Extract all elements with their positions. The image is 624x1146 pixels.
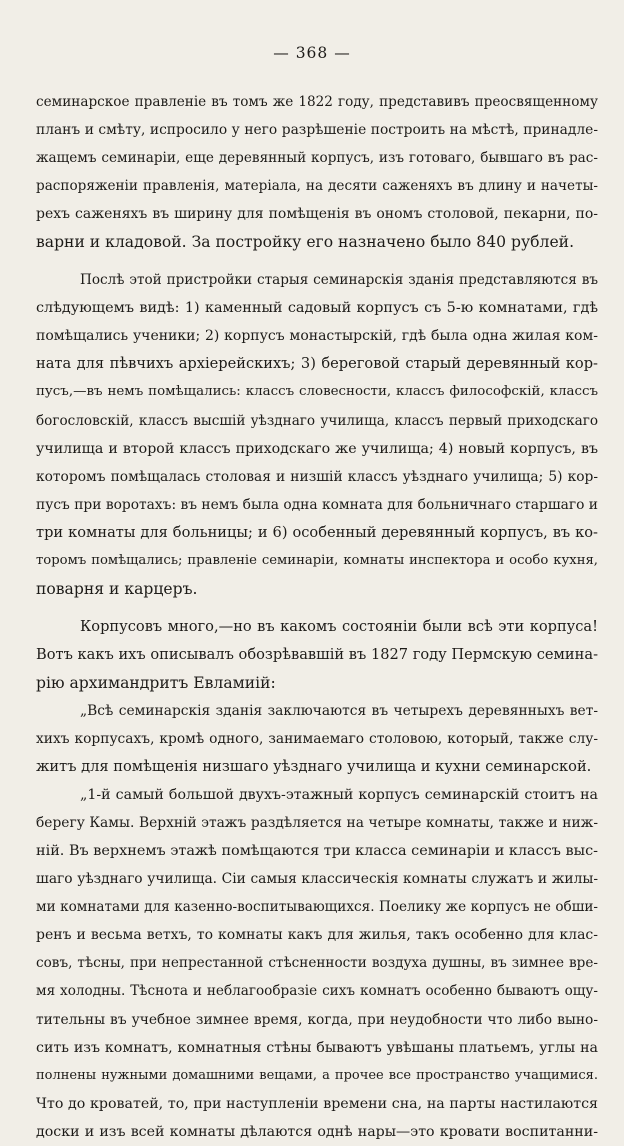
- text-line: Послѣ этой пристройки старыя семинарскія зданія представляются въ: [80, 272, 598, 289]
- text-line: мя холодны. Тѣснота и неблагообразіе сихъ комнатъ особенно бываютъ ощу-: [36, 983, 598, 1000]
- paragraph: [36, 266, 598, 603]
- quote-paragraph: [36, 697, 598, 781]
- text-line: училища и второй классъ приходскаго же училища; 4) новый корпусъ, въ: [36, 440, 598, 457]
- text-line: хихъ корпусахъ, кромѣ одного, занимаемаго столовою, который, также слу-: [36, 731, 598, 748]
- text-line: полнены нужными домашними вещами, а прочее все пространство учащимися.: [36, 1067, 598, 1083]
- text-line: тительны въ учебное зимнее время, когда, при неудобности что либо выно-: [36, 1011, 598, 1028]
- paragraph: [36, 88, 598, 256]
- text-line: помѣщались ученики; 2) корпусъ монастырскій, гдѣ была одна жилая ком-: [36, 328, 598, 345]
- text-line: торомъ помѣщались; правленіе семинаріи, комнаты инспектора и особо кухня,: [36, 552, 598, 568]
- text-line: варни и кладовой. За постройку его назначено было 840 рублей.: [36, 233, 575, 252]
- text-line: богословскій, классъ высшій уѣзднаго училища, классъ первый приходскаго: [36, 412, 598, 429]
- text-line: ми комнатами для казенно-воспитывающихся. Поелику же корпусъ не обши-: [36, 899, 598, 916]
- text-line: планъ и смѣту, испросило у него разрѣшеніе построить на мѣстѣ, принадле-: [36, 122, 598, 139]
- page-text: [36, 88, 598, 1146]
- text-line: житъ для помѣщенія низшаго уѣзднаго училища и кухни семинарской.: [36, 758, 592, 776]
- text-line: Вотъ какъ ихъ описывалъ обозрѣвавшій въ 1827 году Пермскую семина-: [36, 645, 598, 663]
- text-line: доски и изъ всей комнаты дѣлаются однѣ нары—это кровати воспитанни-: [36, 1123, 598, 1140]
- quote-paragraph: [36, 781, 598, 1146]
- text-line: ренъ и весьма ветхъ, то комнаты какъ для жилья, такъ особенно для клас-: [36, 927, 598, 944]
- text-line: пусъ,—въ немъ помѣщались: классъ словесности, классъ философскій, классъ: [36, 384, 598, 400]
- text-line: „Всѣ семинарскія зданія заключаются въ четырехъ деревянныхъ вет-: [80, 702, 598, 719]
- text-line: сить изъ комнатъ, комнатныя стѣны бываютъ увѣшаны платьемъ, углы на: [36, 1039, 598, 1056]
- text-line: ній. Въ верхнемъ этажѣ помѣщаются три класса семинаріи и классъ выс-: [36, 843, 598, 860]
- text-line: жащемъ семинаріи, еще деревянный корпусъ, изъ готоваго, бывшаго въ рас-: [36, 150, 598, 167]
- text-line: рію архимандритъ Евламиій:: [36, 673, 276, 692]
- text-line: шаго уѣзднаго училища. Сіи самыя классическія комнаты служатъ и жилы-: [36, 871, 598, 888]
- text-line: ната для пѣвчихъ архіерейскихъ; 3) береговой старый деревянный кор-: [36, 355, 598, 373]
- page-number: — 368 —: [273, 44, 351, 62]
- text-line: распоряженіи правленія, матеріала, на десяти саженяхъ въ длину и начеты-: [36, 178, 598, 195]
- text-line: поварня и карцеръ.: [36, 579, 198, 598]
- text-line: слѣдующемъ видѣ: 1) каменный садовый корпусъ съ 5-ю комнатами, гдѣ: [36, 300, 598, 317]
- text-line: рехъ саженяхъ въ ширину для помѣщенія въ ономъ столовой, пекарни, по-: [36, 206, 598, 223]
- text-line: Что до кроватей, то, при наступленіи времени сна, на парты настилаются: [36, 1095, 598, 1112]
- text-line: „1-й самый большой двухъ-этажный корпусъ семинарскій стоитъ на: [80, 787, 598, 804]
- text-line: три комнаты для больницы; и 6) особенный деревянный корпусъ, въ ко-: [36, 523, 598, 541]
- text-line: Корпусовъ много,—но въ какомъ состояніи были всѣ эти корпуса!: [80, 617, 598, 635]
- text-line: совъ, тѣсны, при непрестанной стѣсненности воздуха душны, въ зимнее вре-: [36, 955, 598, 972]
- text-line: которомъ помѣщалась столовая и низшій классъ уѣзднаго училища; 5) кор-: [36, 468, 598, 485]
- paragraph: [36, 613, 598, 697]
- text-line: берегу Камы. Верхній этажъ раздѣляется на четыре комнаты, также и ниж-: [36, 815, 598, 832]
- text-line: семинарское правленіе въ томъ же 1822 году, представивъ преосвященному: [36, 94, 598, 110]
- text-line: пусъ при воротахъ: въ немъ была одна комната для больничнаго старшаго и: [36, 496, 598, 513]
